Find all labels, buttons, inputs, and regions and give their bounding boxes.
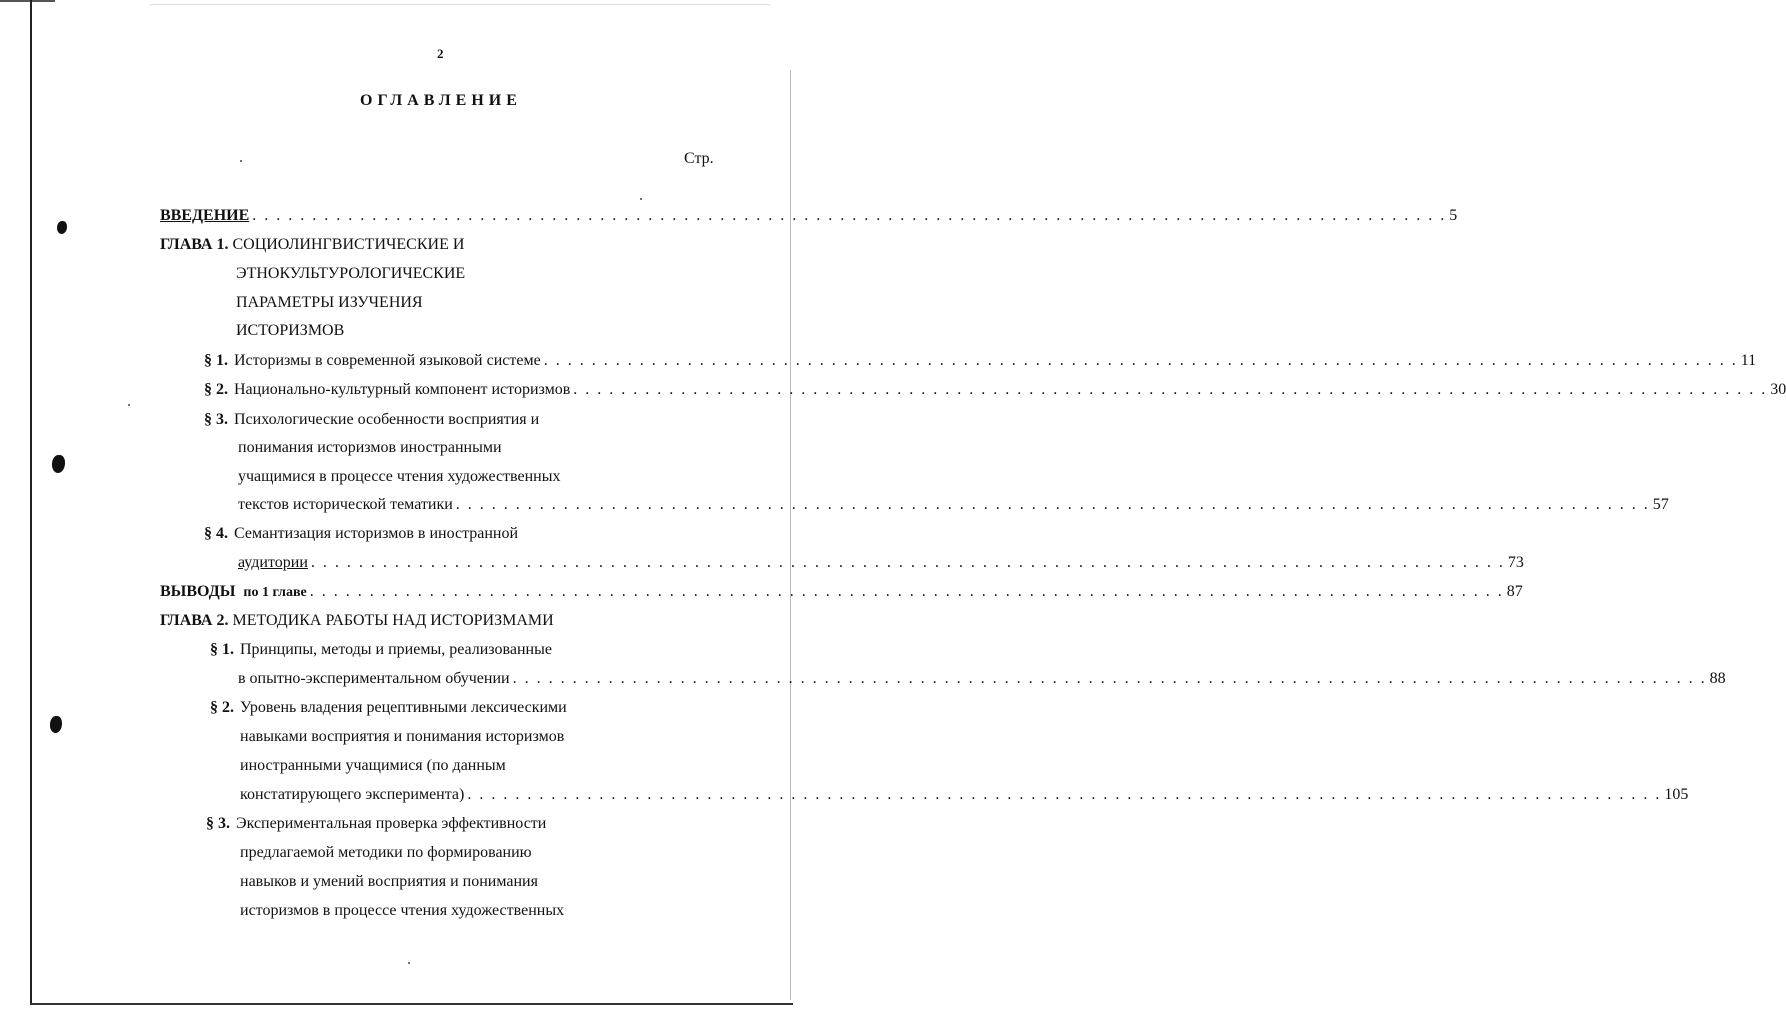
- section-number: § 1.: [204, 352, 228, 369]
- punch-hole-mark: [50, 716, 62, 733]
- section-title-line: навыками восприятия и понимания историзмов: [240, 728, 565, 745]
- toc-chapter-1-heading[interactable]: [160, 235, 464, 255]
- toc-entry-page: 57: [1652, 496, 1669, 513]
- toc-section-2-1-last-line: [238, 669, 1726, 689]
- toc-section-2-2-last-line: [240, 785, 1689, 805]
- toc-section-2-3[interactable]: [206, 814, 546, 834]
- toc-entry-intro[interactable]: [160, 206, 1458, 226]
- section-number: § 1.: [210, 641, 234, 658]
- section-title: Историзмы в современной языковой системе: [234, 352, 541, 369]
- toc-entry-page: 5: [1449, 207, 1458, 224]
- section-title-line: иностранными учащимися (по данным: [240, 757, 506, 774]
- section-title-line: констатирующего эксперимента): [240, 786, 465, 803]
- toc-leader-dots: . . . . . . . . . . . . . . . . . . . . . . . . . . . . . . . . . . . . . . . . . . . . . . . . . . . . . . . . . . . . . . . . . . . . . . . . . . . . . . . . . . . . . . . . . . . . . . . . . . . .: [467, 786, 1662, 803]
- scan-edge: [150, 4, 770, 5]
- toc-leader-dots: . . . . . . . . . . . . . . . . . . . . . . . . . . . . . . . . . . . . . . . . . . . . . . . . . . . . . . . . . . . . . . . . . . . . . . . . . . . . . . . . . . . . . . . . . . . . . . . . . . . .: [512, 670, 1707, 687]
- section-title-line: текстов исторической тематики: [238, 496, 453, 513]
- toc-section-1-3-last-line: [238, 495, 1669, 515]
- chapter-title-line: ЭТНОКУЛЬТУРОЛОГИЧЕСКИЕ: [236, 265, 466, 282]
- toc-section-1-4[interactable]: [204, 524, 518, 544]
- chapter-prefix: ГЛАВА 2.: [160, 612, 229, 629]
- toc-entry-page: 11: [1740, 352, 1757, 369]
- section-number: § 4.: [204, 525, 228, 542]
- toc-entry-suffix: по 1 главе: [243, 585, 307, 600]
- page-column-label: Стр.: [684, 150, 714, 167]
- punch-hole-mark: [57, 221, 67, 234]
- toc-leader-dots: . . . . . . . . . . . . . . . . . . . . . . . . . . . . . . . . . . . . . . . . . . . . . . . . . . . . . . . . . . . . . . . . . . . . . . . . . . . . . . . . . . . . . . . . . . . . . . . . . . . .: [309, 583, 1504, 600]
- toc-entry-page: 88: [1709, 670, 1726, 687]
- scan-speck: [240, 160, 242, 162]
- toc-section-1-2[interactable]: [204, 380, 1786, 400]
- chapter-title-line: ПАРАМЕТРЫ ИЗУЧЕНИЯ: [236, 294, 423, 311]
- scan-edge: [30, 0, 32, 1004]
- toc-section-1-1[interactable]: [204, 351, 1757, 371]
- section-title-line: навыков и умений восприятия и понимания: [240, 873, 538, 890]
- toc-leader-dots: . . . . . . . . . . . . . . . . . . . . . . . . . . . . . . . . . . . . . . . . . . . . . . . . . . . . . . . . . . . . . . . . . . . . . . . . . . . . . . . . . . . . . . . . . . . . . . . . . . . .: [252, 207, 1447, 224]
- toc-entry-page: 30: [1770, 381, 1786, 398]
- toc-chapter-2-heading[interactable]: [160, 611, 554, 631]
- section-title: Психологические особенности восприятия и: [234, 411, 540, 428]
- section-number: § 2.: [210, 699, 234, 716]
- scan-edge: [0, 0, 55, 2]
- scan-speck: [408, 962, 410, 964]
- section-number: § 3.: [204, 411, 228, 428]
- toc-entry-page: 73: [1507, 554, 1524, 571]
- toc-leader-dots: . . . . . . . . . . . . . . . . . . . . . . . . . . . . . . . . . . . . . . . . . . . . . . . . . . . . . . . . . . . . . . . . . . . . . . . . . . . . . . . . . . . . . . . . . . . . . . . . . . . .: [573, 381, 1768, 398]
- section-title: Национально-культурный компонент историзмов: [234, 381, 571, 398]
- section-title: Уровень владения рецептивными лексическими: [240, 699, 567, 716]
- section-title-line: аудитории: [238, 554, 308, 571]
- section-title-line: историзмов в процессе чтения художественных: [240, 902, 565, 919]
- scan-edge: [30, 1003, 793, 1005]
- scan-speck: [128, 404, 130, 406]
- toc-entry-conclusions[interactable]: [160, 582, 1523, 603]
- toc-entry-page: 105: [1664, 786, 1689, 803]
- toc-section-1-4-last-line: [238, 553, 1524, 573]
- section-title: Экспериментальная проверка эффективности: [236, 815, 547, 832]
- toc-leader-dots: . . . . . . . . . . . . . . . . . . . . . . . . . . . . . . . . . . . . . . . . . . . . . . . . . . . . . . . . . . . . . . . . . . . . . . . . . . . . . . . . . . . . . . . . . . . . . . . . . . . .: [455, 496, 1650, 513]
- toc-leader-dots: . . . . . . . . . . . . . . . . . . . . . . . . . . . . . . . . . . . . . . . . . . . . . . . . . . . . . . . . . . . . . . . . . . . . . . . . . . . . . . . . . . . . . . . . . . . . . . . . . . . .: [543, 352, 1738, 369]
- section-title: Семантизация историзмов в иностранной: [234, 525, 519, 542]
- section-title-line: понимания историзмов иностранными: [238, 439, 502, 456]
- toc-section-2-1[interactable]: [210, 640, 552, 660]
- section-title-line: учащимися в процессе чтения художественных: [238, 468, 561, 485]
- chapter-title-line: ИСТОРИЗМОВ: [236, 322, 345, 339]
- punch-hole-mark: [52, 455, 65, 473]
- page-title: ОГЛАВЛЕНИЕ: [360, 92, 522, 109]
- section-title-line: в опытно-экспериментальном обучении: [238, 670, 510, 687]
- page-number: 2: [437, 46, 444, 61]
- toc-section-1-3[interactable]: [204, 410, 539, 430]
- toc-entry-page: 87: [1506, 583, 1523, 600]
- toc-entry-label: ВЫВОДЫ: [160, 583, 236, 600]
- section-number: § 2.: [204, 381, 228, 398]
- section-number: § 3.: [206, 815, 230, 832]
- scan-speck: [640, 198, 642, 200]
- section-title-line: предлагаемой методики по формированию: [240, 844, 532, 861]
- toc-section-2-2[interactable]: [210, 698, 567, 718]
- toc-entry-label: ВВЕДЕНИЕ: [160, 207, 250, 224]
- toc-leader-dots: . . . . . . . . . . . . . . . . . . . . . . . . . . . . . . . . . . . . . . . . . . . . . . . . . . . . . . . . . . . . . . . . . . . . . . . . . . . . . . . . . . . . . . . . . . . . . . . . . . . .: [310, 554, 1505, 571]
- chapter-title-line: СОЦИОЛИНГВИСТИЧЕСКИЕ И: [232, 236, 465, 253]
- chapter-prefix: ГЛАВА 1.: [160, 236, 229, 253]
- chapter-title: МЕТОДИКА РАБОТЫ НАД ИСТОРИЗМАМИ: [232, 612, 554, 629]
- section-title: Принципы, методы и приемы, реализованные: [240, 641, 552, 658]
